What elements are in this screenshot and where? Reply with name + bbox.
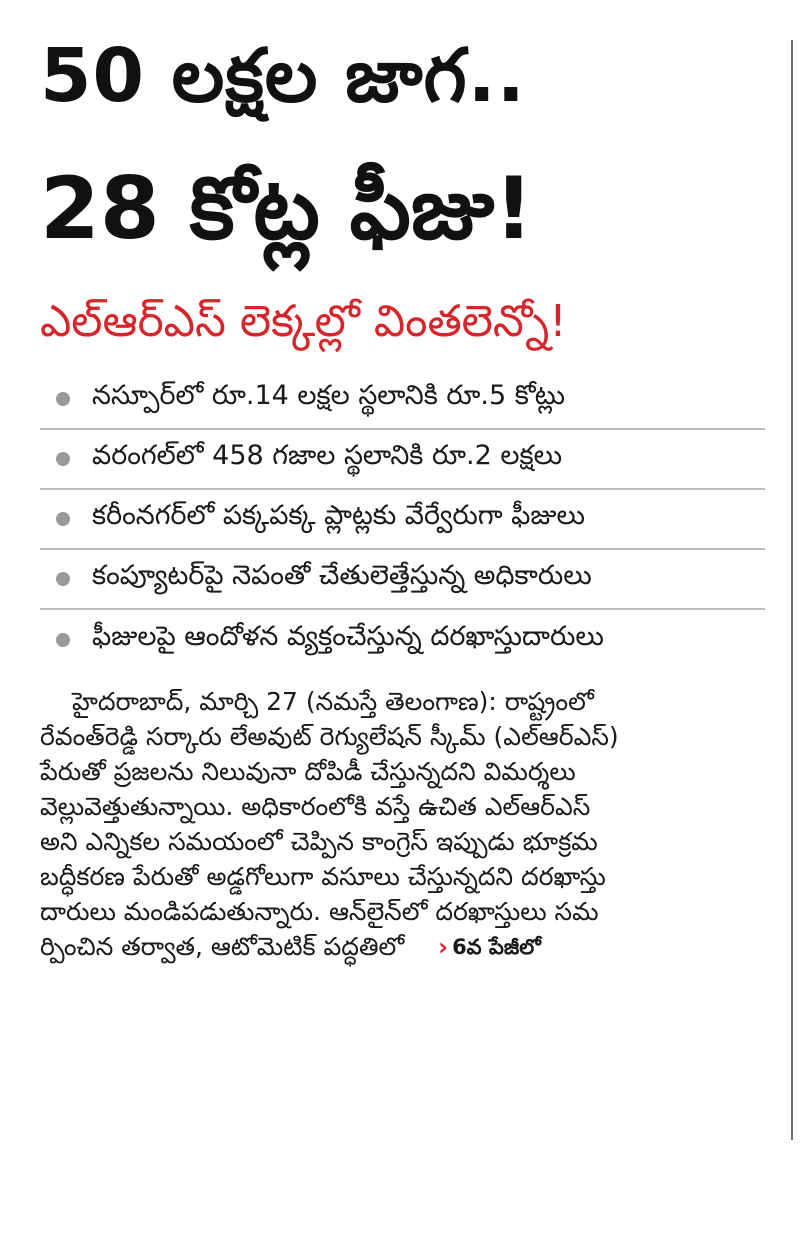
highlight-item — [40, 370, 765, 430]
continued-on-page-link[interactable] — [438, 930, 541, 965]
body-line: రేవంత్‌రెడ్డి సర్కారు లేఅవుట్ రెగ్యులేషన్ స్కీమ్ (ఎల్‌ఆర్‌ఎస్) — [40, 722, 619, 751]
column-rule — [791, 40, 793, 1140]
highlights-list — [40, 370, 765, 670]
headline-line-2: 28 కోట్ల ఫీజు! — [40, 159, 534, 259]
highlight-text: వరంగల్‌లో 458 గజాల స్థలానికి రూ.2 లక్షలు — [92, 440, 563, 471]
chevron-right-icon: › — [438, 933, 449, 961]
bullet-dot-icon — [56, 452, 70, 466]
body-line: పేరుతో ప్రజలను నిలువునా దోపిడీ చేస్తున్నదని విమర్శలు — [40, 757, 576, 786]
body-line: హైదరాబాద్, మార్చి 27 (నమస్తే తెలంగాణ): రాష్ట్రంలో — [72, 687, 594, 716]
highlight-item — [40, 430, 765, 490]
bullet-dot-icon — [56, 633, 70, 647]
body-line-text: ర్పించిన తర్వాత, ఆటోమెటిక్ పద్ధతిలో — [40, 932, 405, 961]
news-article — [40, 20, 765, 964]
highlight-item — [40, 610, 765, 670]
highlight-item — [40, 550, 765, 610]
body-line: దారులు మండిపడుతున్నారు. ఆన్‌లైన్‌లో దరఖాస్తులు సమ — [40, 897, 599, 926]
highlight-text: కంప్యూటర్‌పై నెపంతో చేతులెత్తేస్తున్న అధికారులు — [92, 560, 592, 591]
bullet-dot-icon — [56, 392, 70, 406]
continued-page-label: 6వ పేజీలో — [452, 935, 541, 959]
highlight-text: ఫీజులపై ఆందోళన వ్యక్తంచేస్తున్న దరఖాస్తుదారులు — [92, 621, 604, 652]
headline-line-1: 50 లక్షల జాగ.. — [40, 33, 526, 119]
subheadline: ఎల్‌ఆర్‌ఎస్ లెక్కల్లో వింతలెన్నో! — [40, 296, 567, 347]
highlight-text: కరీంనగర్‌లో పక్కపక్క ప్లాట్లకు వేర్వేరుగా ఫీజులు — [92, 500, 586, 531]
bullet-dot-icon — [56, 512, 70, 526]
body-line-last — [40, 929, 765, 964]
body-line: అని ఎన్నికల సమయంలో చెప్పిన కాంగ్రెస్ ఇప్పుడు భూక్రమ — [40, 827, 598, 856]
bullet-dot-icon — [56, 572, 70, 586]
body-line: వెల్లువెత్తుతున్నాయి. అధికారంలోకి వస్తే ఉచిత ఎల్‌ఆర్‌ఎస్ — [40, 792, 591, 821]
body-line: బద్ధీకరణ పేరుతో అడ్డగోలుగా వసూలు చేస్తున్నదని దరఖాస్తు — [40, 862, 606, 891]
highlight-item — [40, 490, 765, 550]
article-body — [40, 684, 765, 964]
highlight-text: నస్పూర్‌లో రూ.14 లక్షల స్థలానికి రూ.5 కోట్లు — [92, 380, 565, 411]
